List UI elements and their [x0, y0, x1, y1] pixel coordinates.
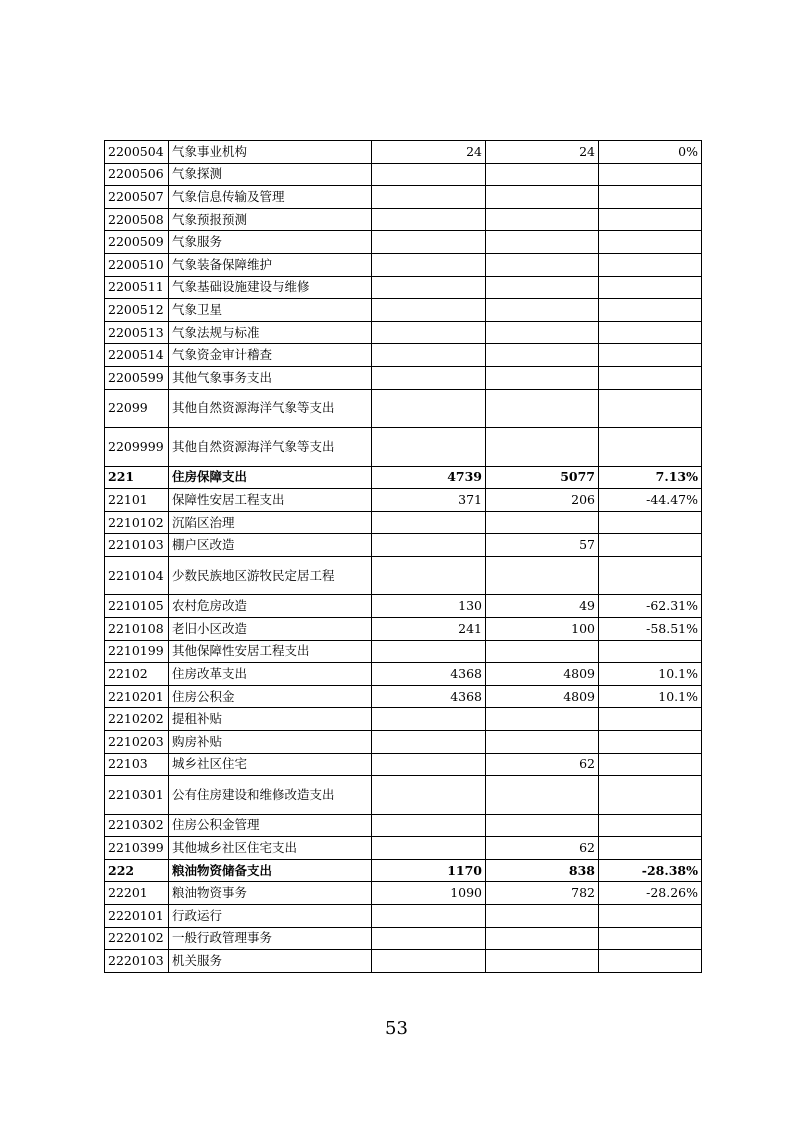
table-row [105, 299, 702, 322]
name-cell: 住房公积金 [169, 685, 372, 708]
table-row [105, 708, 702, 731]
change-percent-cell [599, 534, 702, 557]
change-percent-cell: 10.1% [599, 663, 702, 686]
value-cell-2 [486, 163, 599, 186]
value-cell-2 [486, 511, 599, 534]
change-percent-cell [599, 276, 702, 299]
value-cell-1 [372, 253, 486, 276]
code-cell: 2210302 [105, 814, 169, 837]
code-cell: 22101 [105, 489, 169, 512]
name-cell: 行政运行 [169, 905, 372, 928]
table-row [105, 556, 702, 595]
table-row [105, 186, 702, 209]
change-percent-cell: -58.51% [599, 618, 702, 641]
name-cell: 住房改革支出 [169, 663, 372, 686]
value-cell-1 [372, 163, 486, 186]
code-cell: 2200510 [105, 253, 169, 276]
value-cell-1 [372, 556, 486, 595]
code-cell: 2200511 [105, 276, 169, 299]
value-cell-2: 782 [486, 882, 599, 905]
table-row [105, 428, 702, 467]
name-cell: 沉陷区治理 [169, 511, 372, 534]
code-cell: 22103 [105, 753, 169, 776]
value-cell-2 [486, 640, 599, 663]
code-cell: 2200507 [105, 186, 169, 209]
code-cell: 2209999 [105, 428, 169, 467]
value-cell-1: 130 [372, 595, 486, 618]
table-row [105, 534, 702, 557]
value-cell-1 [372, 344, 486, 367]
name-cell: 气象信息传输及管理 [169, 186, 372, 209]
value-cell-1: 24 [372, 141, 486, 164]
table-row [105, 663, 702, 686]
change-percent-cell [599, 776, 702, 815]
value-cell-1: 4368 [372, 685, 486, 708]
code-cell: 2210108 [105, 618, 169, 641]
code-cell: 2200506 [105, 163, 169, 186]
table-row [105, 950, 702, 973]
table-row [105, 366, 702, 389]
name-cell: 一般行政管理事务 [169, 927, 372, 950]
value-cell-1: 371 [372, 489, 486, 512]
change-percent-cell [599, 321, 702, 344]
value-cell-2 [486, 231, 599, 254]
code-cell: 222 [105, 859, 169, 882]
code-cell: 2210202 [105, 708, 169, 731]
value-cell-2 [486, 905, 599, 928]
name-cell: 棚户区改造 [169, 534, 372, 557]
table-row [105, 231, 702, 254]
table-row [105, 208, 702, 231]
value-cell-2 [486, 299, 599, 322]
table-row [105, 618, 702, 641]
change-percent-cell [599, 927, 702, 950]
value-cell-2 [486, 321, 599, 344]
value-cell-2 [486, 814, 599, 837]
value-cell-2 [486, 389, 599, 428]
table-row [105, 511, 702, 534]
change-percent-cell [599, 186, 702, 209]
value-cell-1 [372, 366, 486, 389]
code-cell: 2210201 [105, 685, 169, 708]
change-percent-cell: -44.47% [599, 489, 702, 512]
name-cell: 气象探测 [169, 163, 372, 186]
code-cell: 2200512 [105, 299, 169, 322]
value-cell-1 [372, 276, 486, 299]
change-percent-cell [599, 366, 702, 389]
name-cell: 其他气象事务支出 [169, 366, 372, 389]
change-percent-cell: 10.1% [599, 685, 702, 708]
name-cell: 气象资金审计稽查 [169, 344, 372, 367]
value-cell-1: 4739 [372, 466, 486, 489]
value-cell-1 [372, 905, 486, 928]
table-row [105, 466, 702, 489]
table-row [105, 141, 702, 164]
code-cell: 22201 [105, 882, 169, 905]
code-cell: 2210199 [105, 640, 169, 663]
table-row [105, 253, 702, 276]
value-cell-2: 4809 [486, 685, 599, 708]
table-row [105, 882, 702, 905]
change-percent-cell [599, 163, 702, 186]
code-cell: 2200508 [105, 208, 169, 231]
value-cell-2: 62 [486, 753, 599, 776]
value-cell-2 [486, 730, 599, 753]
change-percent-cell [599, 299, 702, 322]
code-cell: 221 [105, 466, 169, 489]
value-cell-2 [486, 253, 599, 276]
value-cell-1 [372, 814, 486, 837]
value-cell-2: 49 [486, 595, 599, 618]
change-percent-cell: -28.26% [599, 882, 702, 905]
table-row [105, 753, 702, 776]
value-cell-1 [372, 321, 486, 344]
change-percent-cell [599, 640, 702, 663]
table-row [105, 905, 702, 928]
value-cell-1 [372, 428, 486, 467]
table-row [105, 685, 702, 708]
table-row [105, 595, 702, 618]
name-cell: 气象服务 [169, 231, 372, 254]
name-cell: 气象基础设施建设与维修 [169, 276, 372, 299]
value-cell-2: 838 [486, 859, 599, 882]
value-cell-2: 57 [486, 534, 599, 557]
value-cell-1 [372, 534, 486, 557]
table-body [105, 141, 702, 973]
value-cell-2 [486, 556, 599, 595]
change-percent-cell [599, 814, 702, 837]
code-cell: 2200513 [105, 321, 169, 344]
table-row [105, 927, 702, 950]
name-cell: 气象预报预测 [169, 208, 372, 231]
name-cell: 气象卫星 [169, 299, 372, 322]
value-cell-2 [486, 950, 599, 973]
value-cell-2: 100 [486, 618, 599, 641]
change-percent-cell: -62.31% [599, 595, 702, 618]
table-row [105, 344, 702, 367]
change-percent-cell [599, 253, 702, 276]
value-cell-2: 62 [486, 837, 599, 860]
name-cell: 其他自然资源海洋气象等支出 [169, 389, 372, 428]
table-row [105, 640, 702, 663]
value-cell-1 [372, 927, 486, 950]
value-cell-2: 24 [486, 141, 599, 164]
value-cell-1 [372, 208, 486, 231]
value-cell-2 [486, 276, 599, 299]
table-row [105, 389, 702, 428]
change-percent-cell [599, 730, 702, 753]
value-cell-2 [486, 366, 599, 389]
table-row [105, 837, 702, 860]
value-cell-1: 1170 [372, 859, 486, 882]
change-percent-cell [599, 428, 702, 467]
table-row [105, 859, 702, 882]
value-cell-1 [372, 950, 486, 973]
name-cell: 保障性安居工程支出 [169, 489, 372, 512]
name-cell: 住房保障支出 [169, 466, 372, 489]
name-cell: 机关服务 [169, 950, 372, 973]
change-percent-cell [599, 753, 702, 776]
code-cell: 2210203 [105, 730, 169, 753]
change-percent-cell: 0% [599, 141, 702, 164]
table-row [105, 730, 702, 753]
value-cell-1 [372, 753, 486, 776]
code-cell: 2220101 [105, 905, 169, 928]
change-percent-cell [599, 950, 702, 973]
name-cell: 住房公积金管理 [169, 814, 372, 837]
page-number: 53 [385, 1018, 408, 1039]
value-cell-1 [372, 389, 486, 428]
table-row [105, 814, 702, 837]
change-percent-cell [599, 511, 702, 534]
code-cell: 2200504 [105, 141, 169, 164]
name-cell: 公有住房建设和维修改造支出 [169, 776, 372, 815]
name-cell: 粮油物资事务 [169, 882, 372, 905]
code-cell: 2210399 [105, 837, 169, 860]
name-cell: 气象事业机构 [169, 141, 372, 164]
change-percent-cell [599, 389, 702, 428]
value-cell-2: 206 [486, 489, 599, 512]
value-cell-1 [372, 299, 486, 322]
code-cell: 2210105 [105, 595, 169, 618]
code-cell: 2200514 [105, 344, 169, 367]
code-cell: 22102 [105, 663, 169, 686]
name-cell: 农村危房改造 [169, 595, 372, 618]
table-row [105, 321, 702, 344]
change-percent-cell [599, 556, 702, 595]
budget-table [104, 140, 702, 973]
name-cell: 购房补贴 [169, 730, 372, 753]
code-cell: 2210104 [105, 556, 169, 595]
table-row [105, 276, 702, 299]
value-cell-1 [372, 186, 486, 209]
table-row [105, 489, 702, 512]
change-percent-cell [599, 208, 702, 231]
name-cell: 少数民族地区游牧民定居工程 [169, 556, 372, 595]
code-cell: 2210102 [105, 511, 169, 534]
value-cell-2 [486, 344, 599, 367]
value-cell-1 [372, 511, 486, 534]
name-cell: 城乡社区住宅 [169, 753, 372, 776]
name-cell: 其他自然资源海洋气象等支出 [169, 428, 372, 467]
name-cell: 其他城乡社区住宅支出 [169, 837, 372, 860]
change-percent-cell [599, 344, 702, 367]
value-cell-1 [372, 776, 486, 815]
value-cell-2 [486, 208, 599, 231]
code-cell: 2220103 [105, 950, 169, 973]
value-cell-1 [372, 708, 486, 731]
table-row [105, 776, 702, 815]
value-cell-1 [372, 730, 486, 753]
name-cell: 气象装备保障维护 [169, 253, 372, 276]
change-percent-cell [599, 708, 702, 731]
value-cell-2 [486, 428, 599, 467]
value-cell-1 [372, 837, 486, 860]
change-percent-cell: -28.38% [599, 859, 702, 882]
change-percent-cell [599, 231, 702, 254]
code-cell: 2210301 [105, 776, 169, 815]
name-cell: 粮油物资储备支出 [169, 859, 372, 882]
name-cell: 老旧小区改造 [169, 618, 372, 641]
value-cell-2: 4809 [486, 663, 599, 686]
code-cell: 2200509 [105, 231, 169, 254]
value-cell-2: 5077 [486, 466, 599, 489]
table-row [105, 163, 702, 186]
value-cell-2 [486, 186, 599, 209]
code-cell: 2220102 [105, 927, 169, 950]
value-cell-1: 1090 [372, 882, 486, 905]
code-cell: 2210103 [105, 534, 169, 557]
change-percent-cell [599, 905, 702, 928]
value-cell-1 [372, 640, 486, 663]
value-cell-1: 241 [372, 618, 486, 641]
change-percent-cell [599, 837, 702, 860]
value-cell-2 [486, 708, 599, 731]
value-cell-1: 4368 [372, 663, 486, 686]
name-cell: 其他保障性安居工程支出 [169, 640, 372, 663]
code-cell: 22099 [105, 389, 169, 428]
value-cell-2 [486, 776, 599, 815]
value-cell-2 [486, 927, 599, 950]
change-percent-cell: 7.13% [599, 466, 702, 489]
name-cell: 气象法规与标准 [169, 321, 372, 344]
value-cell-1 [372, 231, 486, 254]
code-cell: 2200599 [105, 366, 169, 389]
name-cell: 提租补贴 [169, 708, 372, 731]
